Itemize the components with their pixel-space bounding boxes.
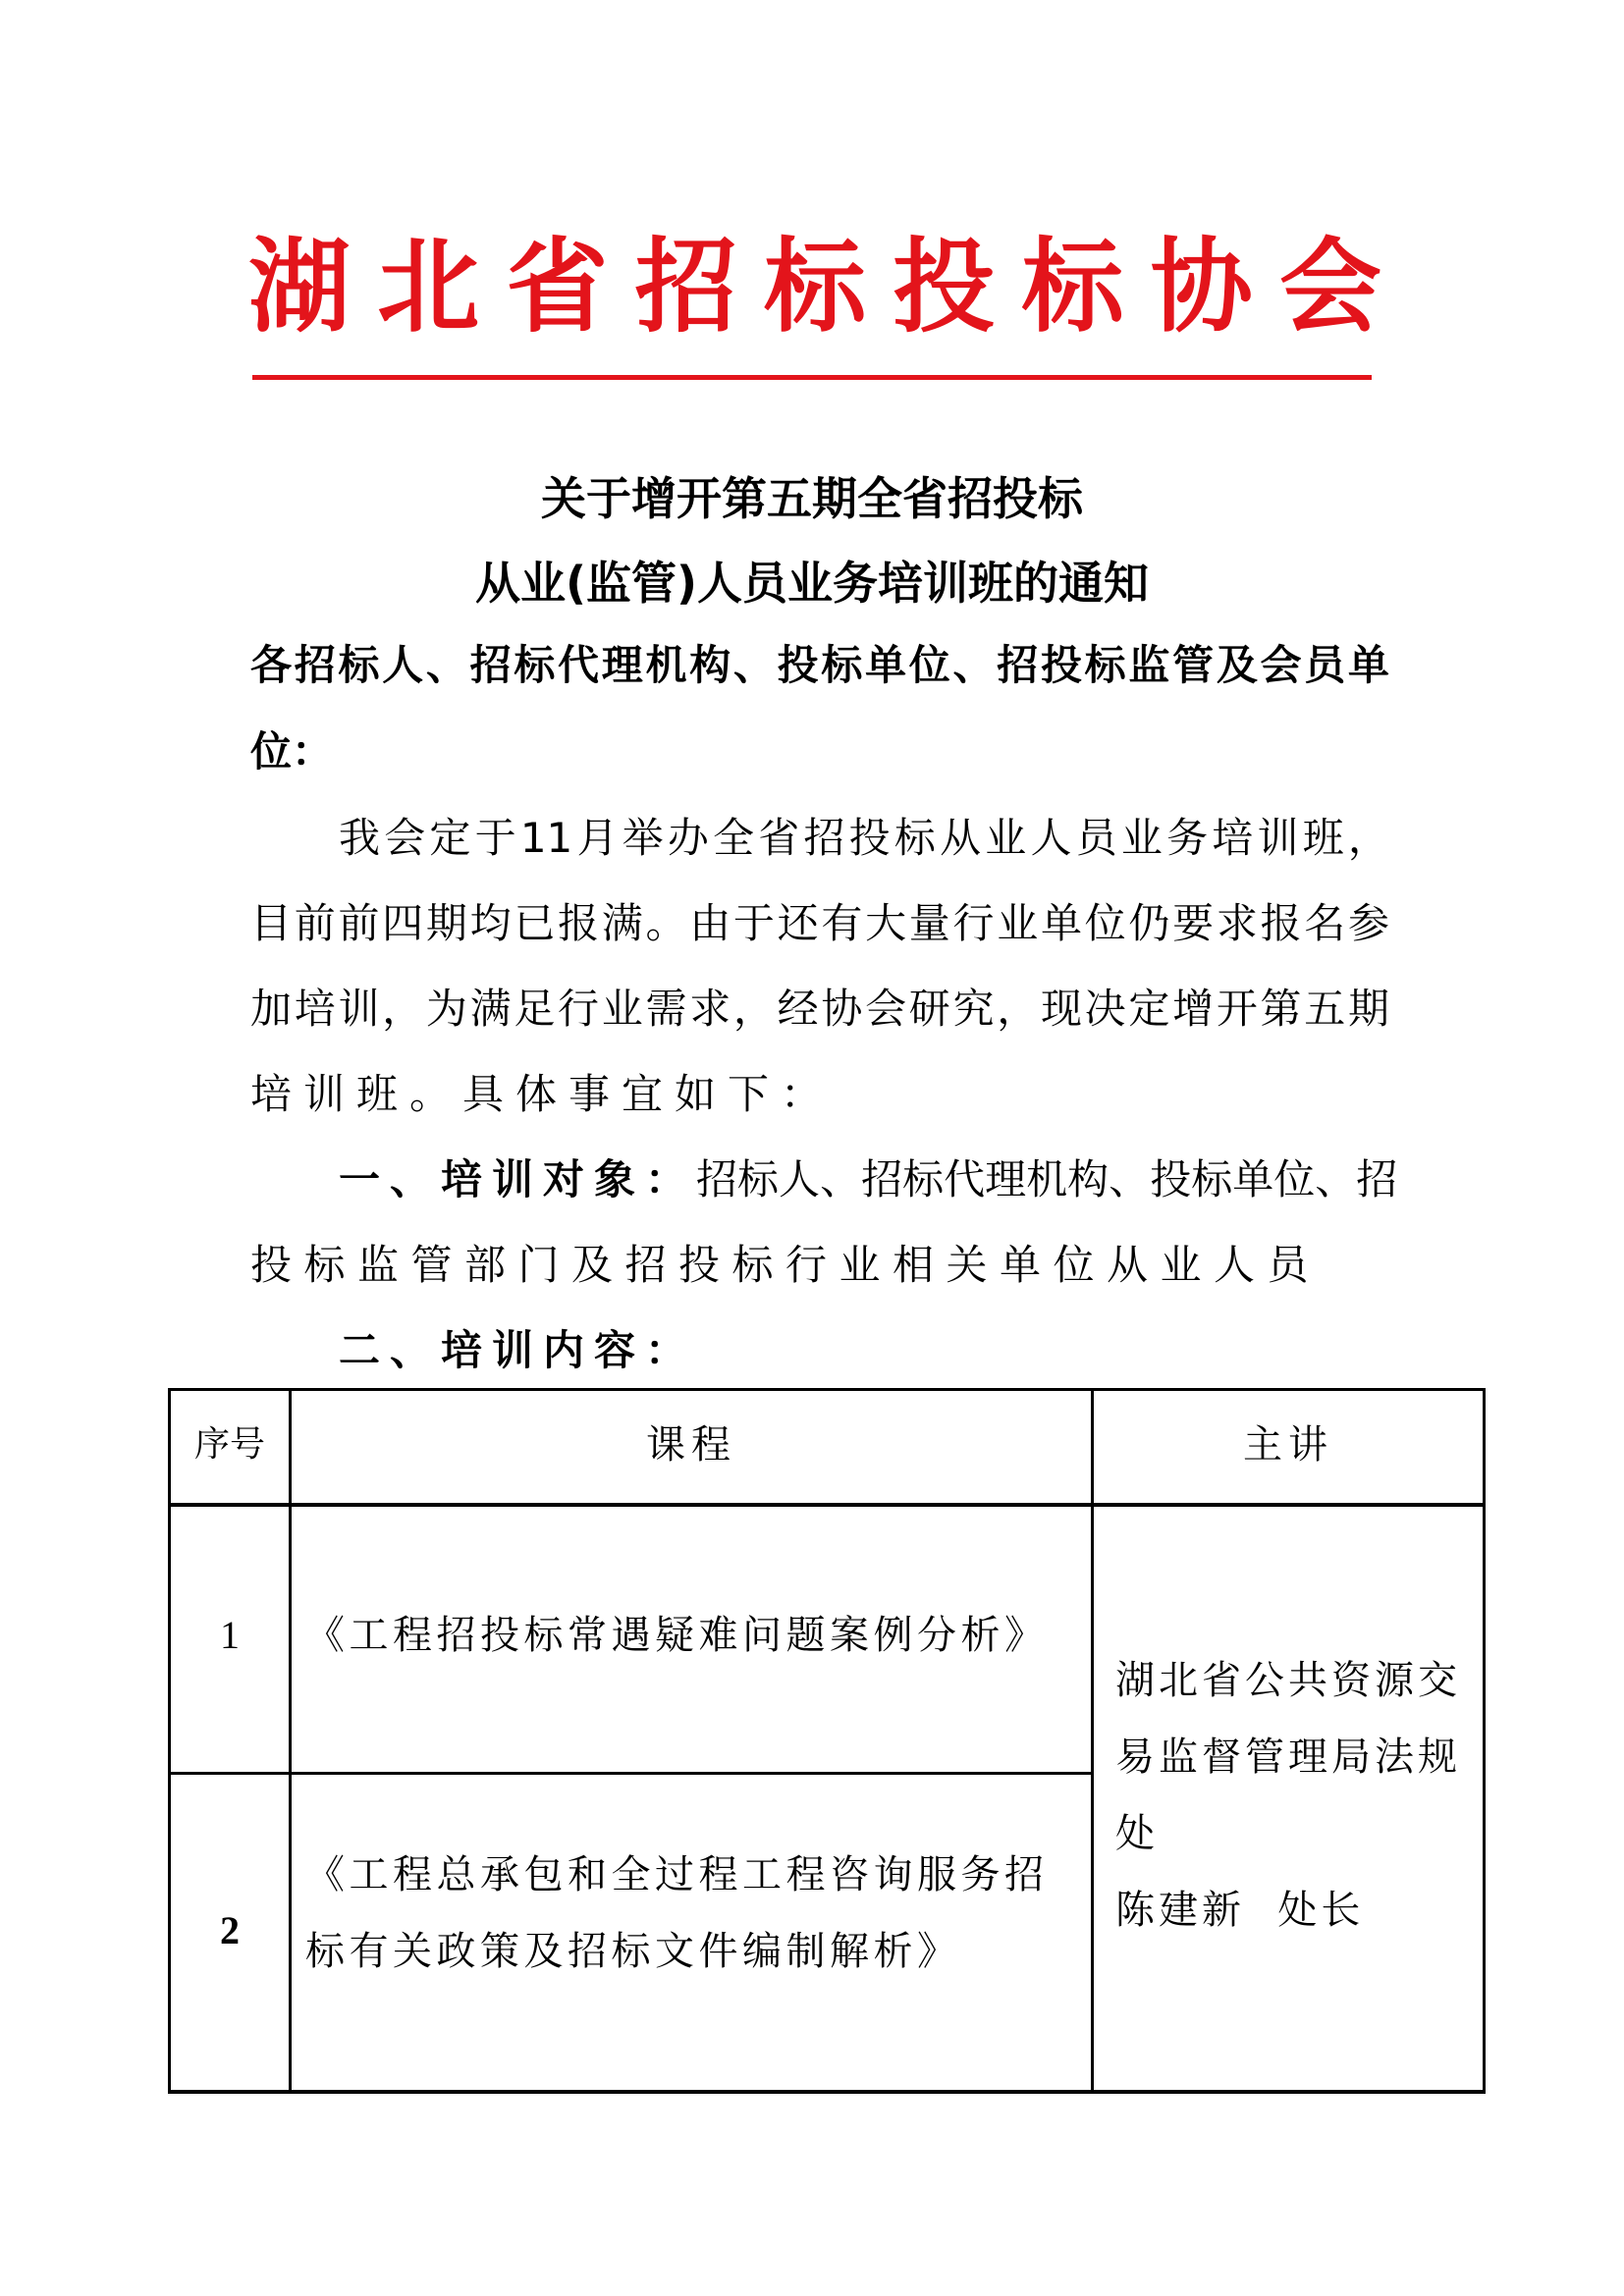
text-char: 标 (893, 814, 936, 862)
text-char: 位 (1084, 899, 1126, 947)
text-char: 由 (689, 899, 731, 947)
text-char: 从 (940, 814, 982, 862)
notice-title-line-1: 关于增开第五期全省招投标 (541, 472, 1083, 525)
text-char: 满 (601, 899, 643, 947)
text-char: 究 (952, 985, 995, 1033)
text-char: 标 (1084, 641, 1126, 689)
text-char: 招 (997, 641, 1039, 689)
text-char: 训 (1257, 814, 1299, 862)
text-char: ， (1347, 814, 1389, 862)
org-letterhead-title (245, 228, 1384, 346)
text-char: 位 (908, 641, 950, 689)
text-char: 定 (1128, 985, 1170, 1033)
org-title-char: 投 (893, 227, 996, 347)
text-char: 投 (848, 814, 891, 862)
salutation-line-1 (250, 638, 1389, 693)
text-char: 理 (985, 1155, 1027, 1203)
text-char: 员 (1075, 814, 1117, 862)
text-char: 会 (865, 985, 907, 1033)
text-char: 招 (1356, 1155, 1398, 1203)
text-char: 要 (1172, 899, 1215, 947)
text-char: 还 (777, 899, 819, 947)
text-char: 有 (821, 899, 863, 947)
text-char: 人 (779, 1155, 821, 1203)
text-char: 五 (1304, 985, 1346, 1033)
lecturer-line-3: 处 (1115, 1811, 1159, 1856)
text-char: 招 (803, 814, 845, 862)
text-char: 构 (689, 641, 731, 689)
org-title-char: 招 (634, 227, 737, 347)
text-char: 培 (294, 985, 336, 1033)
table-border-bottom (168, 2090, 1486, 2094)
text-char: 量 (908, 899, 950, 947)
section-1-heading: 一、培训对象： (339, 1155, 697, 1203)
table-col-divider-2 (1091, 1388, 1094, 2093)
org-title-char: 省 (506, 227, 609, 347)
text-char: 班 (1302, 814, 1344, 862)
text-char: 招 (861, 1155, 903, 1203)
lecturer-line-2: 易监督管理局法规 (1115, 1735, 1461, 1780)
intro-line-3 (250, 982, 1389, 1037)
text-char: 招 (294, 641, 336, 689)
text-char: 前 (338, 899, 380, 947)
text-char: 投 (777, 641, 819, 689)
text-char: 足 (514, 985, 556, 1033)
text-char: 标 (514, 641, 556, 689)
course-table (168, 1388, 1486, 2093)
text-char: 员 (1304, 641, 1346, 689)
text-char: 参 (1347, 899, 1389, 947)
lecturer-line-4: 陈建新 处长 (1115, 1888, 1365, 1933)
section-1-line-2: 投标监管部门及招投标行业相关单位从业人员 (250, 1241, 1322, 1289)
text-char: 办 (667, 814, 709, 862)
notice-title-line-2: 从业(监管)人员业务培训班的通知 (474, 557, 1150, 610)
org-title-char: 标 (763, 227, 866, 347)
text-char: 、 (820, 1155, 862, 1203)
text-char: 业 (601, 985, 643, 1033)
table-header-divider (168, 1503, 1486, 1507)
text-char: 代 (944, 1155, 986, 1203)
text-char: 月 (576, 814, 619, 862)
table-border-top (168, 1388, 1486, 1391)
text-char: ， (382, 985, 424, 1033)
letterhead-divider (252, 375, 1372, 380)
text-char: 满 (469, 985, 512, 1033)
text-char: 四 (382, 899, 424, 947)
section-1-line-1 (339, 1152, 1398, 1207)
text-char: 需 (645, 985, 687, 1033)
text-char: 标 (737, 1155, 780, 1203)
text-char: 会 (1260, 641, 1302, 689)
text-char: 单 (1232, 1155, 1274, 1203)
table-row-divider (168, 1772, 1093, 1775)
text-char: 培 (1212, 814, 1254, 862)
text-char: 、 (952, 641, 995, 689)
text-char: 投 (1040, 641, 1082, 689)
text-char: 协 (821, 985, 863, 1033)
text-char: 标 (338, 641, 380, 689)
text-char: 均 (469, 899, 512, 947)
text-char: 全 (713, 814, 755, 862)
text-char: 业 (1120, 814, 1163, 862)
table-border-right (1483, 1388, 1486, 2093)
text-char: 行 (952, 899, 995, 947)
text-char: 务 (1166, 814, 1209, 862)
text-char: 经 (777, 985, 819, 1033)
text-char: 代 (558, 641, 600, 689)
text-char: 现 (1040, 985, 1082, 1033)
org-title-char: 会 (1278, 227, 1381, 347)
text-char: 报 (1260, 899, 1302, 947)
text-char: 招 (469, 641, 512, 689)
text-char: 训 (338, 985, 380, 1033)
text-char: 理 (601, 641, 643, 689)
text-char: 、 (1315, 1155, 1357, 1203)
text-char: 人 (382, 641, 424, 689)
section-1-text (696, 1152, 1397, 1207)
org-title-char: 协 (1150, 227, 1253, 347)
header-seq: 序号 (193, 1424, 265, 1465)
text-char: 我 (339, 814, 381, 862)
text-char: 招 (696, 1155, 738, 1203)
text-char: 机 (645, 641, 687, 689)
text-char: 业 (997, 899, 1039, 947)
text-char: 于 (732, 899, 775, 947)
intro-line-2 (250, 896, 1389, 951)
table-col-divider-1 (289, 1388, 292, 2093)
text-char: 单 (865, 641, 907, 689)
text-char: 已 (514, 899, 556, 947)
intro-line-1 (339, 811, 1389, 866)
text-char: 增 (1172, 985, 1215, 1033)
text-char: 名 (1304, 899, 1346, 947)
text-char: 目 (250, 899, 293, 947)
text-char: 于 (474, 814, 516, 862)
salutation-line-2: 位： (250, 727, 334, 775)
text-char: 决 (1084, 985, 1126, 1033)
row-1-course: 《工程招投标常遇疑难问题案例分析》 (305, 1613, 1049, 1658)
text-char: 定 (429, 814, 471, 862)
header-lecturer: 主讲 (1243, 1422, 1333, 1468)
text-char: 期 (1347, 985, 1389, 1033)
row-1-seq: 1 (220, 1613, 240, 1657)
section-2-heading: 二、培训内容： (339, 1326, 697, 1374)
text-char: 构 (1067, 1155, 1110, 1203)
text-char: 求 (689, 985, 731, 1033)
text-char: 研 (908, 985, 950, 1033)
text-char: 。 (645, 899, 687, 947)
text-char: 人 (1030, 814, 1072, 862)
text-char: 机 (1026, 1155, 1068, 1203)
text-char: 及 (1216, 641, 1258, 689)
text-char: ， (997, 985, 1039, 1033)
text-char: 仍 (1128, 899, 1170, 947)
org-title-char: 标 (1021, 227, 1124, 347)
text-char: 投 (1150, 1155, 1192, 1203)
text-char: ， (732, 985, 775, 1033)
text-char: 各 (250, 641, 293, 689)
header-course: 课程 (646, 1422, 736, 1468)
text-char: 位 (1273, 1155, 1316, 1203)
text-char: 业 (985, 814, 1027, 862)
text-char: 标 (821, 641, 863, 689)
text-char: 单 (1347, 641, 1389, 689)
org-title-char: 北 (377, 227, 480, 347)
text-char: 省 (758, 814, 800, 862)
row-2-course-line-1: 《工程总承包和全过程工程咨询服务招 (305, 1852, 1049, 1897)
lecturer-line-1: 湖北省公共资源交 (1115, 1658, 1461, 1703)
text-char: 开 (1216, 985, 1258, 1033)
text-char: 前 (294, 899, 336, 947)
text-char: 、 (732, 641, 775, 689)
text-char: 标 (902, 1155, 945, 1203)
text-char: 报 (558, 899, 600, 947)
text-char: 求 (1216, 899, 1258, 947)
text-char: 大 (865, 899, 907, 947)
text-char: 管 (1172, 641, 1215, 689)
text-char: 标 (1191, 1155, 1233, 1203)
intro-line-4: 培训班。具体事宜如下： (250, 1070, 835, 1118)
row-2-seq: 2 (220, 1908, 240, 1952)
table-border-left (168, 1388, 171, 2093)
org-title-char: 湖 (247, 227, 351, 347)
row-2-course-line-2: 标有关政策及招标文件编制解析》 (305, 1929, 961, 1974)
text-char: 监 (1128, 641, 1170, 689)
text-char: 单 (1040, 899, 1082, 947)
text-char: 11 (519, 814, 573, 862)
text-char: 第 (1260, 985, 1302, 1033)
text-char: 、 (425, 641, 467, 689)
text-char: 举 (622, 814, 664, 862)
text-char: 行 (558, 985, 600, 1033)
text-char: 为 (425, 985, 467, 1033)
text-char: 期 (425, 899, 467, 947)
text-char: 加 (250, 985, 293, 1033)
text-char: 会 (384, 814, 426, 862)
text-char: 、 (1109, 1155, 1151, 1203)
